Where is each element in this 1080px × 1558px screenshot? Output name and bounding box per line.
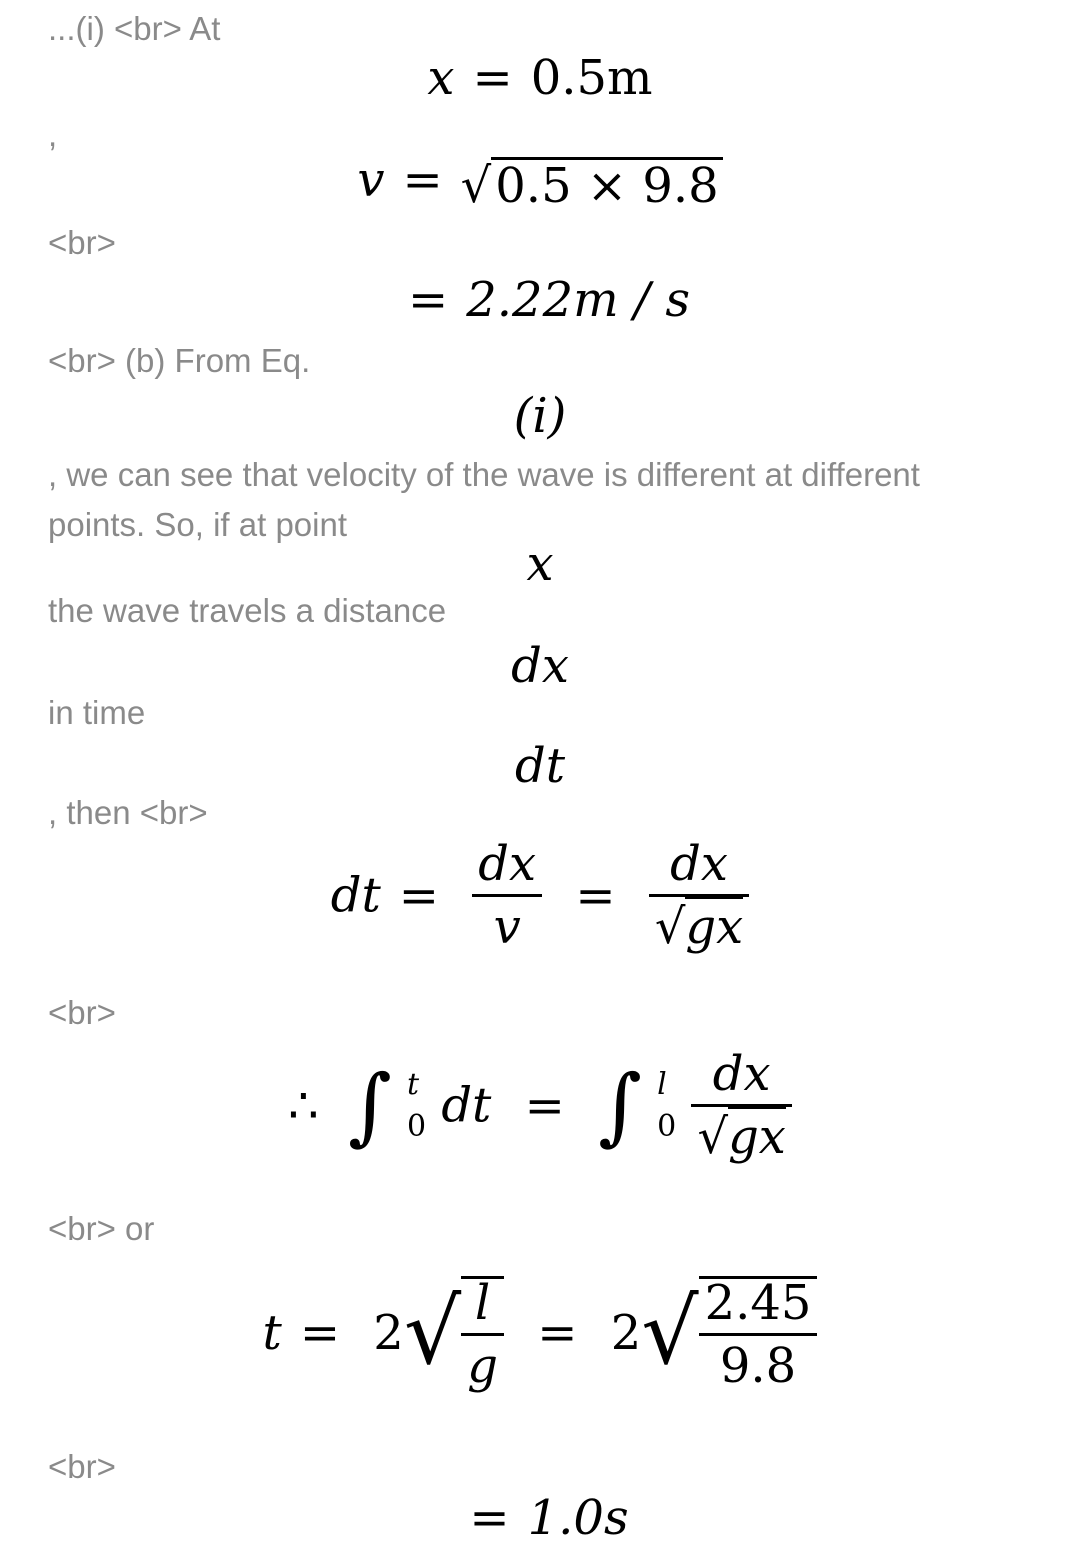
fraction-dx-over-v: $\frac{dx}{v}$ — [472, 840, 542, 951]
text-line-in-time: in time — [48, 694, 146, 731]
text-line-velocity-a: , we can see that velocity of the wave is different at different — [48, 456, 920, 493]
equation-velocity: v = √0.5 × 9.8 — [0, 156, 1080, 210]
text-line-then: , then <br> — [48, 794, 208, 831]
equation-velocity-result: = 2.22m / s — [408, 272, 690, 328]
fraction-integrand: $\frac{dx}{√gx}$ — [691, 1050, 791, 1161]
equation-dx: dx — [511, 638, 569, 694]
text-line-br-3: <br> — [48, 1448, 116, 1485]
fraction-dx-over-root-gx: $\frac{dx}{√gx}$ — [649, 840, 749, 951]
integral-sign-1: ∫ — [347, 1056, 392, 1155]
integral-sign-2: ∫ — [598, 1056, 642, 1155]
text-line-distance: the wave travels a distance — [48, 592, 447, 629]
text-line-br-2: <br> — [48, 994, 116, 1031]
integral-limits-1: t 0 — [406, 1066, 427, 1144]
fraction-l-over-g: $\frac{l}{g}$ — [461, 1276, 504, 1390]
text-line-velocity-b: points. So, if at point — [48, 506, 348, 543]
equation-x-value: x = 0.5m — [427, 50, 653, 106]
equation-time-result: = 1.0s — [469, 1490, 629, 1546]
text-line-or: <br> or — [48, 1210, 155, 1247]
text-line-br-1: <br> — [48, 224, 116, 261]
equation-integral: ∴ ∫ t 0 dt = ∫ l 0 $\frac{dx}{√gx}$ — [0, 1050, 1080, 1161]
equation-dt: dt — [514, 738, 565, 794]
square-root: √0.5 × 9.8 — [461, 157, 723, 210]
text-line-at: ...(i) <br> At — [48, 10, 221, 47]
equation-ref-i: (i) — [513, 388, 567, 444]
equation-dt-fraction: dt = $\frac{dx}{v}$ = $\frac{dx}{√gx}$ — [0, 840, 1080, 951]
text-line-comma: , — [48, 116, 58, 153]
fraction-245-over-98: $\frac{2.45}{9.8}$ — [699, 1276, 818, 1390]
text-line-from-eq: <br> (b) From Eq. — [48, 342, 311, 379]
equation-point-x: x — [526, 536, 554, 592]
integral-limits-2: l 0 — [657, 1066, 677, 1144]
equation-time: t = 2√ $\frac{l}{g}$ = 2√ $\frac{2.45}{9.8}$ — [0, 1276, 1080, 1390]
